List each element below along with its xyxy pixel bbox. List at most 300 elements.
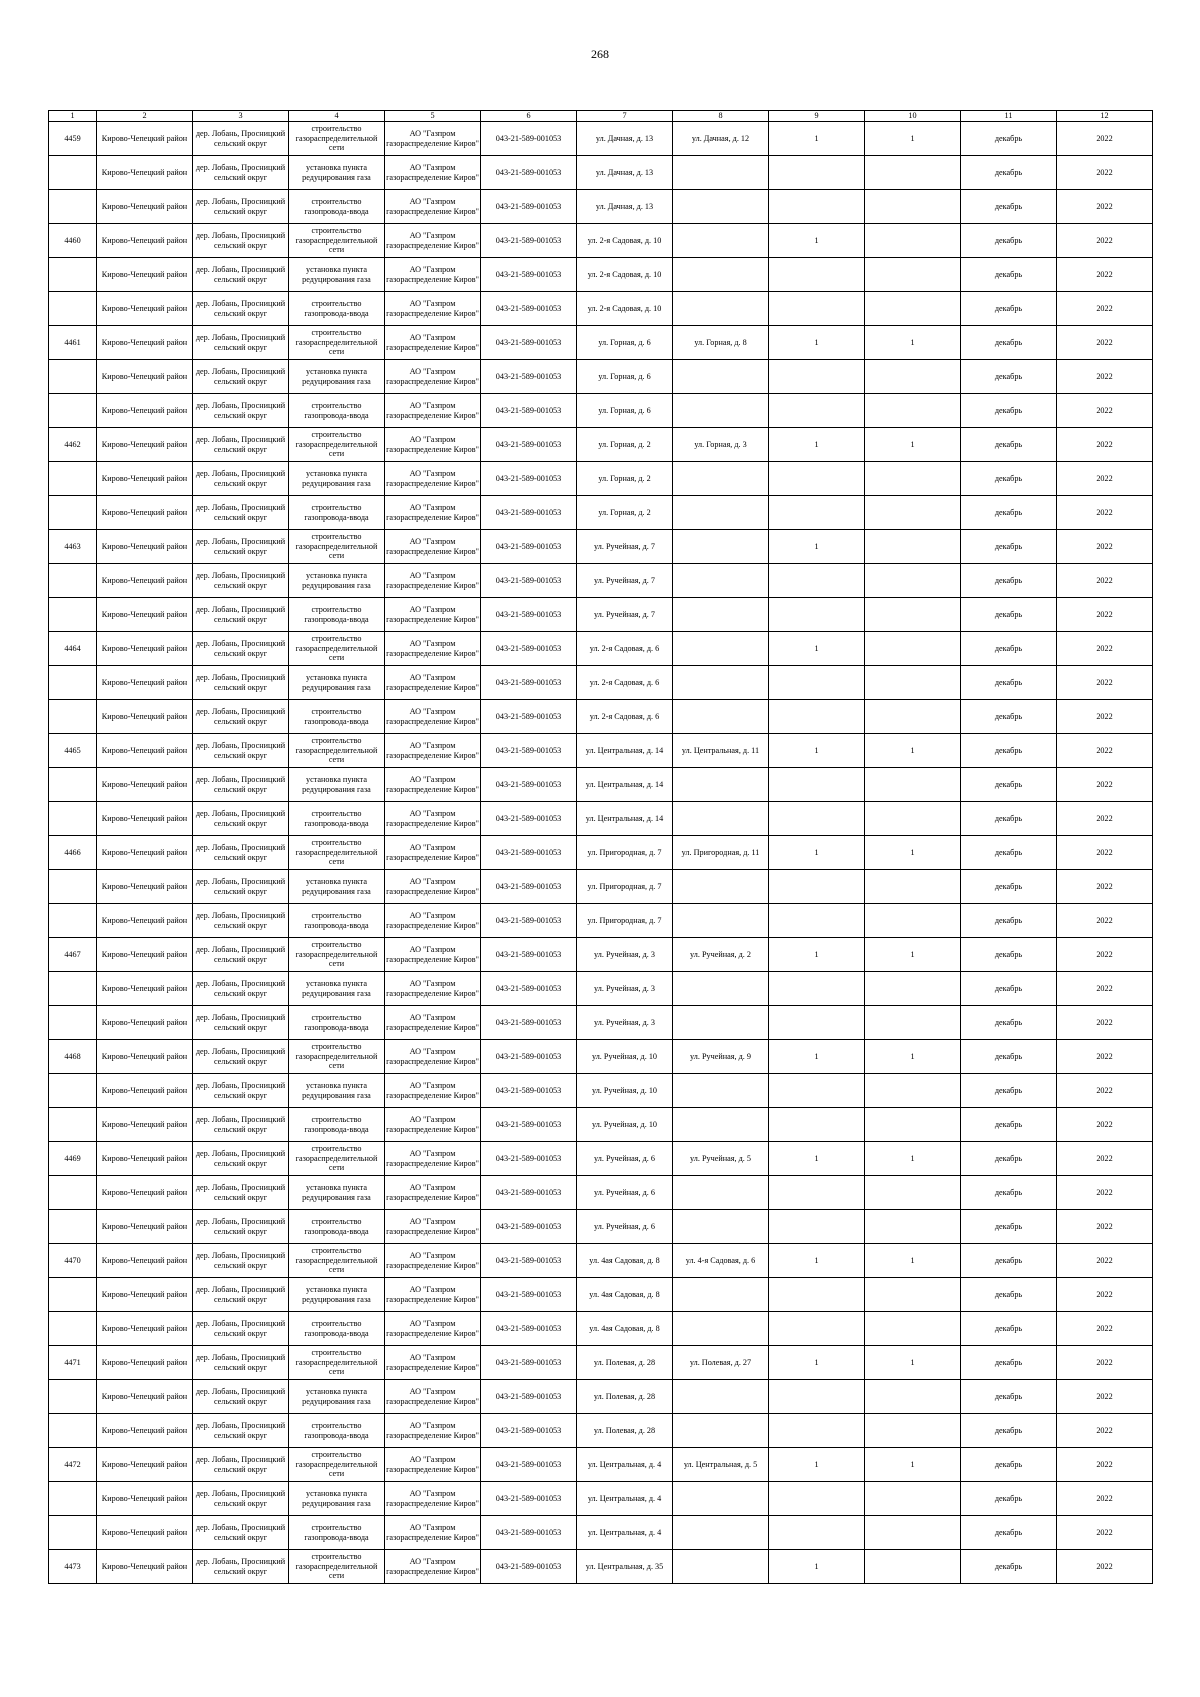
table-row xyxy=(49,1040,1153,1074)
organization-cell-text: АО "Газпром газораспределение Киров" xyxy=(386,1046,479,1066)
count-10-cell xyxy=(865,598,961,632)
code-cell xyxy=(481,1482,577,1516)
row-number-cell xyxy=(49,1516,97,1550)
month-cell-text: декабрь xyxy=(994,575,1023,585)
address-cell xyxy=(577,632,673,666)
code-cell xyxy=(481,1278,577,1312)
count-9-cell-text: 1 xyxy=(814,643,819,653)
address-cell-text: ул. Горная, д. 2 xyxy=(598,473,651,483)
year-cell xyxy=(1057,904,1153,938)
row-number-cell xyxy=(49,1414,97,1448)
month-cell xyxy=(961,972,1057,1006)
locality-cell xyxy=(193,1074,289,1108)
locality-cell xyxy=(193,1312,289,1346)
row-number-cell xyxy=(49,1142,97,1176)
work-type-cell-text: установка пункта редуцирования газа xyxy=(302,366,371,386)
second-address-cell xyxy=(673,632,769,666)
work-type-cell-text: строительство газопровода-ввода xyxy=(304,706,369,726)
address-cell-text: ул. Центральная, д. 4 xyxy=(587,1493,662,1503)
work-type-cell-text: строительство газопровода-ввода xyxy=(304,910,369,930)
organization-cell-text: АО "Газпром газораспределение Киров" xyxy=(386,162,479,182)
second-address-cell-text: ул. Ручейная, д. 9 xyxy=(690,1051,751,1061)
count-10-cell xyxy=(865,802,961,836)
code-cell-text: 043-21-589-001053 xyxy=(495,337,562,347)
organization-cell xyxy=(385,326,481,360)
work-type-cell-text: установка пункта редуцирования газа xyxy=(302,672,371,692)
table-row xyxy=(49,666,1153,700)
count-9-cell xyxy=(769,1346,865,1380)
work-type-cell xyxy=(289,530,385,564)
locality-cell xyxy=(193,190,289,224)
column-header: 1 xyxy=(49,111,97,122)
district-cell-text: Кирово-Чепецкий район xyxy=(101,337,188,347)
table-body xyxy=(49,122,1153,1584)
count-10-cell xyxy=(865,632,961,666)
organization-cell-text: АО "Газпром газораспределение Киров" xyxy=(386,1012,479,1032)
address-cell-text: ул. Центральная, д. 4 xyxy=(587,1459,662,1469)
table-row xyxy=(49,564,1153,598)
month-cell-text: декабрь xyxy=(994,745,1023,755)
year-cell xyxy=(1057,258,1153,292)
row-number-cell xyxy=(49,496,97,530)
second-address-cell xyxy=(673,394,769,428)
work-type-cell-text: строительство газораспределительной сети xyxy=(295,940,378,969)
year-cell-text: 2022 xyxy=(1096,745,1113,755)
table-row xyxy=(49,462,1153,496)
count-10-cell-text: 1 xyxy=(910,1357,915,1367)
district-cell xyxy=(97,1006,193,1040)
month-cell-text: декабрь xyxy=(994,507,1023,517)
address-cell xyxy=(577,428,673,462)
work-type-cell-text: строительство газопровода-ввода xyxy=(304,1114,369,1134)
code-cell xyxy=(481,530,577,564)
year-cell-text: 2022 xyxy=(1096,133,1113,143)
column-header: 6 xyxy=(481,111,577,122)
organization-cell xyxy=(385,700,481,734)
year-cell-text: 2022 xyxy=(1096,1493,1113,1503)
code-cell-text: 043-21-589-001053 xyxy=(495,609,562,619)
work-type-cell-text: строительство газопровода-ввода xyxy=(304,196,369,216)
district-cell xyxy=(97,1142,193,1176)
second-address-cell xyxy=(673,802,769,836)
row-number-cell xyxy=(49,700,97,734)
column-header: 10 xyxy=(865,111,961,122)
year-cell-text: 2022 xyxy=(1096,677,1113,687)
year-cell xyxy=(1057,1040,1153,1074)
district-cell-text: Кирово-Чепецкий район xyxy=(101,473,188,483)
second-address-cell xyxy=(673,122,769,156)
year-cell xyxy=(1057,666,1153,700)
month-cell-text: декабрь xyxy=(994,1425,1023,1435)
row-number-cell-text: 4463 xyxy=(64,541,81,551)
code-cell xyxy=(481,1074,577,1108)
year-cell-text: 2022 xyxy=(1096,1255,1113,1265)
month-cell xyxy=(961,836,1057,870)
count-10-cell xyxy=(865,564,961,598)
work-type-cell xyxy=(289,700,385,734)
month-cell-text: декабрь xyxy=(994,881,1023,891)
row-number-cell xyxy=(49,870,97,904)
month-cell-text: декабрь xyxy=(994,1153,1023,1163)
count-10-cell xyxy=(865,1278,961,1312)
table-row xyxy=(49,258,1153,292)
count-9-cell-text: 1 xyxy=(814,541,819,551)
month-cell xyxy=(961,1210,1057,1244)
district-cell-text: Кирово-Чепецкий район xyxy=(101,1221,188,1231)
month-cell xyxy=(961,564,1057,598)
count-9-cell xyxy=(769,1244,865,1278)
locality-cell-text: дер. Лобань, Просницкий сельский округ xyxy=(195,1522,286,1542)
count-9-cell-text: 1 xyxy=(814,337,819,347)
code-cell xyxy=(481,258,577,292)
table-row xyxy=(49,496,1153,530)
count-10-cell xyxy=(865,1482,961,1516)
table-row xyxy=(49,1142,1153,1176)
month-cell xyxy=(961,1244,1057,1278)
year-cell-text: 2022 xyxy=(1096,303,1113,313)
table-row xyxy=(49,394,1153,428)
address-cell-text: ул. Полевая, д. 28 xyxy=(593,1357,656,1367)
work-type-cell xyxy=(289,1414,385,1448)
second-address-cell xyxy=(673,734,769,768)
locality-cell xyxy=(193,224,289,258)
month-cell xyxy=(961,666,1057,700)
address-cell xyxy=(577,1210,673,1244)
organization-cell-text: АО "Газпром газораспределение Киров" xyxy=(386,536,479,556)
work-type-cell xyxy=(289,190,385,224)
year-cell-text: 2022 xyxy=(1096,915,1113,925)
address-cell-text: ул. Центральная, д. 35 xyxy=(585,1561,664,1571)
work-type-cell xyxy=(289,1550,385,1584)
address-cell-text: ул. 2-я Садовая, д. 10 xyxy=(587,303,662,313)
month-cell-text: декабрь xyxy=(994,473,1023,483)
month-cell xyxy=(961,598,1057,632)
row-number-cell xyxy=(49,428,97,462)
address-cell-text: ул. Горная, д. 6 xyxy=(598,405,651,415)
organization-cell xyxy=(385,1312,481,1346)
organization-cell-text: АО "Газпром газораспределение Киров" xyxy=(386,1080,479,1100)
count-10-cell xyxy=(865,530,961,564)
work-type-cell-text: строительство газопровода-ввода xyxy=(304,298,369,318)
year-cell xyxy=(1057,938,1153,972)
work-type-cell-text: строительство газопровода-ввода xyxy=(304,1216,369,1236)
organization-cell-text: АО "Газпром газораспределение Киров" xyxy=(386,298,479,318)
second-address-cell-text: ул. Ручейная, д. 2 xyxy=(690,949,751,959)
row-number-cell xyxy=(49,258,97,292)
organization-cell xyxy=(385,156,481,190)
organization-cell xyxy=(385,1176,481,1210)
organization-cell xyxy=(385,496,481,530)
address-cell xyxy=(577,224,673,258)
table-row xyxy=(49,1006,1153,1040)
count-10-cell-text: 1 xyxy=(910,439,915,449)
locality-cell xyxy=(193,360,289,394)
year-cell-text: 2022 xyxy=(1096,1323,1113,1333)
month-cell-text: декабрь xyxy=(994,1289,1023,1299)
count-9-cell xyxy=(769,598,865,632)
address-cell xyxy=(577,292,673,326)
district-cell xyxy=(97,870,193,904)
row-number-cell xyxy=(49,530,97,564)
table-row xyxy=(49,156,1153,190)
row-number-cell xyxy=(49,190,97,224)
address-cell-text: ул. 2-я Садовая, д. 6 xyxy=(589,711,660,721)
district-cell-text: Кирово-Чепецкий район xyxy=(101,847,188,857)
work-type-cell-text: строительство газораспределительной сети xyxy=(295,1042,378,1071)
district-cell xyxy=(97,734,193,768)
organization-cell xyxy=(385,394,481,428)
month-cell xyxy=(961,1142,1057,1176)
locality-cell-text: дер. Лобань, Просницкий сельский округ xyxy=(195,1488,286,1508)
district-cell xyxy=(97,224,193,258)
row-number-cell xyxy=(49,938,97,972)
count-10-cell-text: 1 xyxy=(910,1255,915,1265)
district-cell-text: Кирово-Чепецкий район xyxy=(101,915,188,925)
work-type-cell-text: строительство газораспределительной сети xyxy=(295,1348,378,1377)
month-cell xyxy=(961,530,1057,564)
count-10-cell xyxy=(865,768,961,802)
year-cell xyxy=(1057,1346,1153,1380)
work-type-cell xyxy=(289,802,385,836)
count-10-cell xyxy=(865,122,961,156)
address-cell xyxy=(577,1176,673,1210)
count-10-cell xyxy=(865,428,961,462)
organization-cell xyxy=(385,1380,481,1414)
work-type-cell xyxy=(289,938,385,972)
count-10-cell-text: 1 xyxy=(910,1051,915,1061)
second-address-cell xyxy=(673,1006,769,1040)
month-cell xyxy=(961,1074,1057,1108)
address-cell xyxy=(577,462,673,496)
district-cell xyxy=(97,768,193,802)
work-type-cell xyxy=(289,1448,385,1482)
locality-cell xyxy=(193,394,289,428)
work-type-cell xyxy=(289,1482,385,1516)
table-row xyxy=(49,1176,1153,1210)
count-9-cell xyxy=(769,1516,865,1550)
address-cell-text: ул. Ручейная, д. 6 xyxy=(594,1187,655,1197)
code-cell-text: 043-21-589-001053 xyxy=(495,949,562,959)
table-row xyxy=(49,360,1153,394)
year-cell xyxy=(1057,190,1153,224)
second-address-cell xyxy=(673,1176,769,1210)
work-type-cell-text: установка пункта редуцирования газа xyxy=(302,570,371,590)
organization-cell xyxy=(385,360,481,394)
organization-cell xyxy=(385,836,481,870)
work-type-cell xyxy=(289,904,385,938)
row-number-cell xyxy=(49,1550,97,1584)
district-cell-text: Кирово-Чепецкий район xyxy=(101,609,188,619)
second-address-cell-text: ул. Ручейная, д. 5 xyxy=(690,1153,751,1163)
organization-cell xyxy=(385,632,481,666)
organization-cell xyxy=(385,462,481,496)
count-9-cell xyxy=(769,1210,865,1244)
work-type-cell xyxy=(289,428,385,462)
work-type-cell xyxy=(289,632,385,666)
organization-cell-text: АО "Газпром газораспределение Киров" xyxy=(386,366,479,386)
locality-cell-text: дер. Лобань, Просницкий сельский округ xyxy=(195,1250,286,1270)
work-type-cell-text: строительство газопровода-ввода xyxy=(304,502,369,522)
count-9-cell-text: 1 xyxy=(814,949,819,959)
locality-cell-text: дер. Лобань, Просницкий сельский округ xyxy=(195,1114,286,1134)
year-cell-text: 2022 xyxy=(1096,1153,1113,1163)
locality-cell-text: дер. Лобань, Просницкий сельский округ xyxy=(195,196,286,216)
organization-cell-text: АО "Газпром газораспределение Киров" xyxy=(386,1250,479,1270)
organization-cell xyxy=(385,768,481,802)
count-9-cell xyxy=(769,1482,865,1516)
locality-cell-text: дер. Лобань, Просницкий сельский округ xyxy=(195,536,286,556)
work-type-cell xyxy=(289,156,385,190)
row-number-cell-text: 4460 xyxy=(64,235,81,245)
code-cell xyxy=(481,428,577,462)
year-cell xyxy=(1057,768,1153,802)
count-9-cell xyxy=(769,564,865,598)
organization-cell xyxy=(385,870,481,904)
code-cell-text: 043-21-589-001053 xyxy=(495,235,562,245)
code-cell-text: 043-21-589-001053 xyxy=(495,643,562,653)
work-type-cell-text: установка пункта редуцирования газа xyxy=(302,1488,371,1508)
year-cell-text: 2022 xyxy=(1096,235,1113,245)
organization-cell-text: АО "Газпром газораспределение Киров" xyxy=(386,604,479,624)
count-10-cell xyxy=(865,462,961,496)
work-type-cell xyxy=(289,326,385,360)
organization-cell xyxy=(385,1448,481,1482)
row-number-cell-text: 4461 xyxy=(64,337,81,347)
code-cell xyxy=(481,1346,577,1380)
column-header: 11 xyxy=(961,111,1057,122)
second-address-cell xyxy=(673,530,769,564)
year-cell-text: 2022 xyxy=(1096,541,1113,551)
district-cell-text: Кирово-Чепецкий район xyxy=(101,1153,188,1163)
year-cell xyxy=(1057,1312,1153,1346)
district-cell xyxy=(97,360,193,394)
month-cell-text: декабрь xyxy=(994,541,1023,551)
year-cell xyxy=(1057,1414,1153,1448)
row-number-cell xyxy=(49,1108,97,1142)
locality-cell-text: дер. Лобань, Просницкий сельский округ xyxy=(195,876,286,896)
count-10-cell xyxy=(865,326,961,360)
code-cell-text: 043-21-589-001053 xyxy=(495,1425,562,1435)
column-number-row xyxy=(49,111,1153,122)
second-address-cell-text: ул. 4-я Садовая, д. 6 xyxy=(685,1255,756,1265)
month-cell xyxy=(961,1414,1057,1448)
district-cell-text: Кирово-Чепецкий район xyxy=(101,983,188,993)
locality-cell-text: дер. Лобань, Просницкий сельский округ xyxy=(195,332,286,352)
code-cell xyxy=(481,394,577,428)
column-header: 7 xyxy=(577,111,673,122)
code-cell xyxy=(481,564,577,598)
row-number-cell-text: 4469 xyxy=(64,1153,81,1163)
year-cell xyxy=(1057,1550,1153,1584)
organization-cell xyxy=(385,1074,481,1108)
district-cell xyxy=(97,156,193,190)
code-cell-text: 043-21-589-001053 xyxy=(495,813,562,823)
organization-cell-text: АО "Газпром газораспределение Киров" xyxy=(386,502,479,522)
organization-cell-text: АО "Газпром газораспределение Киров" xyxy=(386,128,479,148)
code-cell-text: 043-21-589-001053 xyxy=(495,507,562,517)
work-type-cell xyxy=(289,360,385,394)
district-cell xyxy=(97,122,193,156)
count-10-cell xyxy=(865,1448,961,1482)
locality-cell-text: дер. Лобань, Просницкий сельский округ xyxy=(195,1352,286,1372)
work-type-cell-text: строительство газораспределительной сети xyxy=(295,532,378,561)
second-address-cell xyxy=(673,1074,769,1108)
count-9-cell xyxy=(769,1414,865,1448)
locality-cell-text: дер. Лобань, Просницкий сельский округ xyxy=(195,298,286,318)
district-cell xyxy=(97,1482,193,1516)
row-number-cell xyxy=(49,326,97,360)
count-10-cell xyxy=(865,1414,961,1448)
work-type-cell xyxy=(289,870,385,904)
row-number-cell xyxy=(49,1380,97,1414)
table-row xyxy=(49,598,1153,632)
code-cell xyxy=(481,1414,577,1448)
address-cell xyxy=(577,394,673,428)
year-cell xyxy=(1057,326,1153,360)
address-cell-text: ул. Ручейная, д. 10 xyxy=(591,1051,658,1061)
code-cell-text: 043-21-589-001053 xyxy=(495,1289,562,1299)
month-cell-text: декабрь xyxy=(994,303,1023,313)
locality-cell-text: дер. Лобань, Просницкий сельский округ xyxy=(195,264,286,284)
row-number-cell xyxy=(49,598,97,632)
second-address-cell xyxy=(673,1278,769,1312)
code-cell-text: 043-21-589-001053 xyxy=(495,847,562,857)
address-cell-text: ул. Дачная, д. 13 xyxy=(595,201,654,211)
district-cell xyxy=(97,1312,193,1346)
year-cell-text: 2022 xyxy=(1096,949,1113,959)
organization-cell-text: АО "Газпром газораспределение Киров" xyxy=(386,332,479,352)
table-row xyxy=(49,768,1153,802)
district-cell xyxy=(97,938,193,972)
count-10-cell xyxy=(865,190,961,224)
count-10-cell-text: 1 xyxy=(910,1153,915,1163)
organization-cell-text: АО "Газпром газораспределение Киров" xyxy=(386,1216,479,1236)
row-number-cell xyxy=(49,666,97,700)
column-header: 9 xyxy=(769,111,865,122)
month-cell xyxy=(961,1516,1057,1550)
year-cell xyxy=(1057,496,1153,530)
work-type-cell xyxy=(289,1040,385,1074)
count-10-cell xyxy=(865,1346,961,1380)
count-10-cell xyxy=(865,1210,961,1244)
locality-cell xyxy=(193,632,289,666)
district-cell-text: Кирово-Чепецкий район xyxy=(101,711,188,721)
code-cell-text: 043-21-589-001053 xyxy=(495,473,562,483)
district-cell xyxy=(97,904,193,938)
work-type-cell xyxy=(289,1176,385,1210)
address-cell-text: ул. Горная, д. 2 xyxy=(598,439,651,449)
district-cell xyxy=(97,530,193,564)
organization-cell-text: АО "Газпром газораспределение Киров" xyxy=(386,1454,479,1474)
count-10-cell xyxy=(865,394,961,428)
code-cell-text: 043-21-589-001053 xyxy=(495,745,562,755)
organization-cell xyxy=(385,666,481,700)
work-type-cell-text: строительство газораспределительной сети xyxy=(295,838,378,867)
row-number-cell-text: 4470 xyxy=(64,1255,81,1265)
work-type-cell-text: установка пункта редуцирования газа xyxy=(302,774,371,794)
table-row xyxy=(49,1210,1153,1244)
second-address-cell-text: ул. Горная, д. 3 xyxy=(694,439,747,449)
count-10-cell xyxy=(865,292,961,326)
row-number-cell xyxy=(49,462,97,496)
organization-cell-text: АО "Газпром газораспределение Киров" xyxy=(386,196,479,216)
locality-cell xyxy=(193,122,289,156)
code-cell-text: 043-21-589-001053 xyxy=(495,1493,562,1503)
locality-cell-text: дер. Лобань, Просницкий сельский округ xyxy=(195,1046,286,1066)
year-cell-text: 2022 xyxy=(1096,1527,1113,1537)
district-cell xyxy=(97,1346,193,1380)
count-10-cell xyxy=(865,1142,961,1176)
